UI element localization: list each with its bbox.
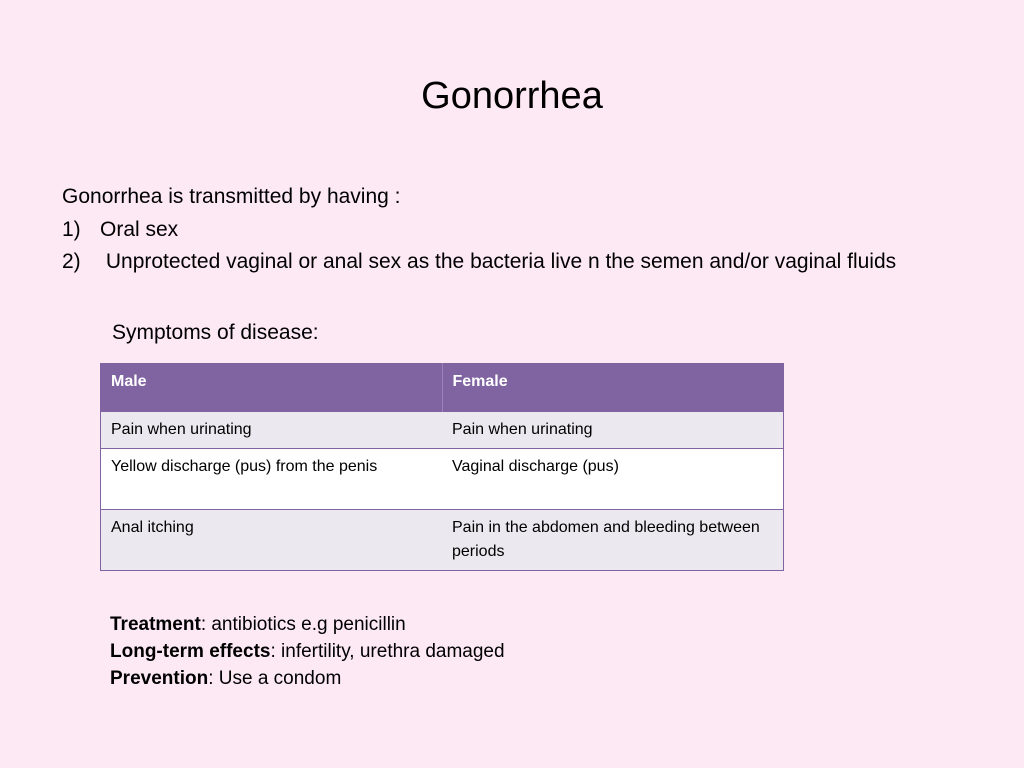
table-cell: Anal itching [101,510,443,571]
table-row [101,510,784,571]
list-item [62,250,942,274]
list-item [62,218,942,242]
table-cell: Vaginal discharge (pus) [442,449,784,510]
prevention-line [110,665,505,692]
table-row [101,412,784,449]
symptoms-heading: Symptoms of disease: [112,321,319,344]
list-item-number: 1) [62,218,81,241]
symptoms-table [100,363,784,571]
footer-notes [110,611,505,692]
list-item-text: Oral sex [100,218,179,241]
column-header-female: Female [442,364,784,412]
table-cell: Pain when urinating [101,412,443,449]
long-term-effects-text: : infertility, urethra damaged [270,641,505,662]
table-cell: Pain in the abdomen and bleeding between periods [442,510,784,571]
transmission-list [62,218,942,282]
intro-text: Gonorrhea is transmitted by having : [62,185,401,208]
table-cell: Yellow discharge (pus) from the penis [101,449,443,510]
table-cell: Pain when urinating [442,412,784,449]
treatment-line [110,611,505,638]
long-term-effects-label: Long-term effects [110,641,271,662]
list-item-text: Unprotected vaginal or anal sex as the bacteria live n the semen and/or vaginal fluids [100,250,897,273]
slide-title: Gonorrhea [421,75,603,117]
column-header-male: Male [101,364,443,412]
prevention-text: : Use a condom [208,668,342,689]
prevention-label: Prevention [110,668,209,689]
treatment-label: Treatment [110,614,201,635]
table-row [101,449,784,510]
table-header-row [101,364,784,412]
treatment-text: : antibiotics e.g penicillin [200,614,406,635]
long-term-effects-line [110,638,505,665]
list-item-number: 2) [62,250,81,273]
